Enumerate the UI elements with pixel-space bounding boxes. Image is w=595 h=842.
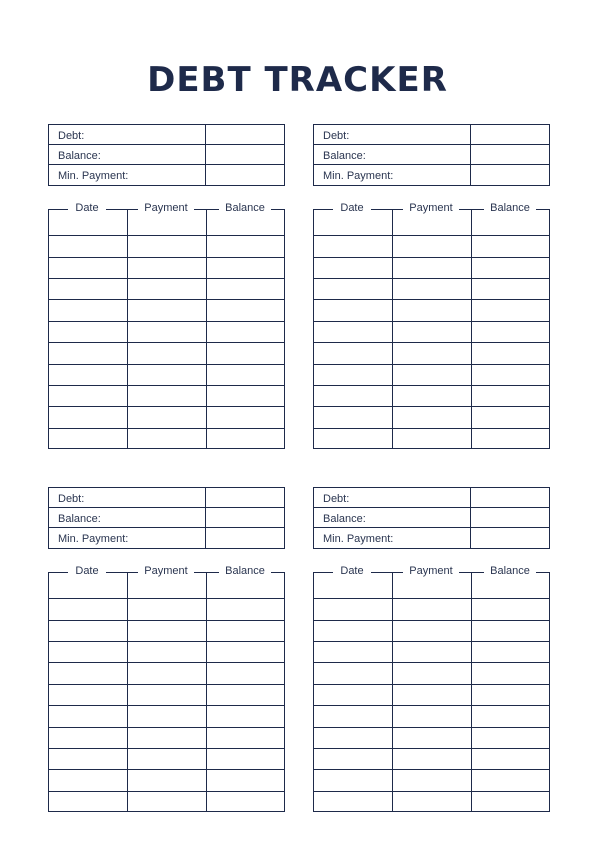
balance-cell[interactable] bbox=[207, 321, 286, 342]
balance-cell[interactable] bbox=[472, 321, 551, 342]
date-cell[interactable] bbox=[314, 257, 393, 278]
min-payment-row bbox=[314, 528, 549, 548]
payment-cell[interactable] bbox=[393, 748, 472, 769]
balance-cell[interactable] bbox=[472, 705, 551, 726]
header-rule bbox=[371, 572, 403, 573]
min-payment-label: Min. Payment: bbox=[49, 528, 206, 548]
payment-log bbox=[313, 204, 550, 449]
payment-cell[interactable] bbox=[393, 385, 472, 406]
balance-label: Balance: bbox=[49, 145, 206, 164]
page-title: DEBT TRACKER bbox=[147, 60, 448, 100]
payment-log bbox=[313, 567, 550, 812]
min-payment-label: Min. Payment: bbox=[314, 165, 471, 185]
header-rule bbox=[48, 572, 68, 573]
date-cell[interactable] bbox=[49, 299, 128, 320]
column-header-date: Date bbox=[333, 202, 371, 214]
header-rule bbox=[106, 209, 138, 210]
payment-cell[interactable] bbox=[128, 428, 207, 449]
balance-cell[interactable] bbox=[472, 791, 551, 812]
date-cell[interactable] bbox=[314, 214, 393, 235]
header-rule bbox=[313, 209, 333, 210]
balance-cell[interactable] bbox=[207, 342, 286, 363]
payment-cell[interactable] bbox=[128, 641, 207, 662]
payment-cell[interactable] bbox=[128, 662, 207, 683]
payment-cell[interactable] bbox=[128, 385, 207, 406]
balance-cell[interactable] bbox=[472, 214, 551, 235]
date-cell[interactable] bbox=[49, 705, 128, 726]
min-payment-value-field[interactable] bbox=[471, 165, 549, 185]
balance-cell[interactable] bbox=[207, 214, 286, 235]
balance-cell[interactable] bbox=[472, 385, 551, 406]
date-cell[interactable] bbox=[49, 364, 128, 385]
debt-label: Debt: bbox=[49, 488, 206, 507]
date-cell[interactable] bbox=[49, 620, 128, 641]
header-rule bbox=[313, 572, 333, 573]
column-header-payment: Payment bbox=[138, 202, 194, 214]
payment-cell[interactable] bbox=[393, 428, 472, 449]
balance-cell[interactable] bbox=[472, 598, 551, 619]
payment-cell[interactable] bbox=[128, 364, 207, 385]
debt-info-box bbox=[48, 124, 285, 186]
balance-cell[interactable] bbox=[207, 385, 286, 406]
date-cell[interactable] bbox=[49, 577, 128, 598]
date-cell[interactable] bbox=[314, 299, 393, 320]
balance-row bbox=[49, 508, 284, 528]
debt-row bbox=[49, 488, 284, 508]
debt-label: Debt: bbox=[49, 125, 206, 144]
date-cell[interactable] bbox=[314, 769, 393, 790]
payment-cell[interactable] bbox=[393, 577, 472, 598]
date-cell[interactable] bbox=[49, 598, 128, 619]
debt-value-field[interactable] bbox=[206, 125, 284, 144]
date-cell[interactable] bbox=[49, 235, 128, 256]
payment-cell[interactable] bbox=[128, 342, 207, 363]
balance-cell[interactable] bbox=[207, 598, 286, 619]
payment-cell[interactable] bbox=[128, 321, 207, 342]
balance-cell[interactable] bbox=[472, 769, 551, 790]
payment-cell[interactable] bbox=[393, 321, 472, 342]
date-cell[interactable] bbox=[314, 577, 393, 598]
date-cell[interactable] bbox=[314, 598, 393, 619]
date-cell[interactable] bbox=[314, 662, 393, 683]
payment-cell[interactable] bbox=[128, 727, 207, 748]
balance-value-field[interactable] bbox=[206, 145, 284, 164]
header-rule bbox=[48, 209, 68, 210]
min-payment-label: Min. Payment: bbox=[314, 528, 471, 548]
date-cell[interactable] bbox=[314, 641, 393, 662]
date-cell[interactable] bbox=[314, 705, 393, 726]
payment-cell[interactable] bbox=[393, 705, 472, 726]
column-header-balance: Balance bbox=[219, 565, 271, 577]
debt-value-field[interactable] bbox=[471, 488, 549, 507]
balance-row bbox=[314, 145, 549, 165]
log-grid bbox=[313, 577, 550, 812]
balance-row bbox=[314, 508, 549, 528]
log-grid bbox=[48, 214, 285, 449]
payment-cell[interactable] bbox=[393, 684, 472, 705]
payment-cell[interactable] bbox=[393, 364, 472, 385]
header-rule bbox=[371, 209, 403, 210]
date-cell[interactable] bbox=[314, 620, 393, 641]
payment-cell[interactable] bbox=[128, 257, 207, 278]
min-payment-row bbox=[49, 165, 284, 185]
balance-cell[interactable] bbox=[472, 662, 551, 683]
debt-row bbox=[314, 125, 549, 145]
balance-cell[interactable] bbox=[472, 748, 551, 769]
balance-cell[interactable] bbox=[472, 428, 551, 449]
payment-cell[interactable] bbox=[128, 620, 207, 641]
balance-cell[interactable] bbox=[207, 769, 286, 790]
balance-cell[interactable] bbox=[207, 364, 286, 385]
date-cell[interactable] bbox=[49, 727, 128, 748]
date-cell[interactable] bbox=[314, 406, 393, 427]
balance-cell[interactable] bbox=[472, 684, 551, 705]
date-cell[interactable] bbox=[314, 235, 393, 256]
min-payment-value-field[interactable] bbox=[471, 528, 549, 548]
payment-cell[interactable] bbox=[393, 662, 472, 683]
balance-cell[interactable] bbox=[472, 577, 551, 598]
column-header-payment: Payment bbox=[403, 202, 459, 214]
payment-cell[interactable] bbox=[128, 598, 207, 619]
column-header-date: Date bbox=[68, 202, 106, 214]
payment-cell[interactable] bbox=[393, 727, 472, 748]
date-cell[interactable] bbox=[314, 342, 393, 363]
date-cell[interactable] bbox=[49, 428, 128, 449]
balance-cell[interactable] bbox=[472, 235, 551, 256]
payment-cell[interactable] bbox=[393, 791, 472, 812]
min-payment-value-field[interactable] bbox=[206, 528, 284, 548]
balance-cell[interactable] bbox=[472, 342, 551, 363]
balance-label: Balance: bbox=[314, 145, 471, 164]
payment-cell[interactable] bbox=[128, 278, 207, 299]
min-payment-label: Min. Payment: bbox=[49, 165, 206, 185]
balance-cell[interactable] bbox=[207, 620, 286, 641]
min-payment-value-field[interactable] bbox=[206, 165, 284, 185]
balance-cell[interactable] bbox=[207, 684, 286, 705]
balance-cell[interactable] bbox=[472, 299, 551, 320]
payment-cell[interactable] bbox=[128, 214, 207, 235]
balance-cell[interactable] bbox=[207, 406, 286, 427]
payment-cell[interactable] bbox=[393, 769, 472, 790]
balance-cell[interactable] bbox=[207, 791, 286, 812]
payment-cell[interactable] bbox=[128, 769, 207, 790]
balance-cell[interactable] bbox=[472, 641, 551, 662]
payment-cell[interactable] bbox=[393, 620, 472, 641]
balance-value-field[interactable] bbox=[206, 508, 284, 527]
min-payment-row bbox=[314, 165, 549, 185]
balance-cell[interactable] bbox=[207, 577, 286, 598]
debt-info-box bbox=[48, 487, 285, 549]
date-cell[interactable] bbox=[314, 364, 393, 385]
date-cell[interactable] bbox=[314, 727, 393, 748]
payment-cell[interactable] bbox=[393, 214, 472, 235]
payment-cell[interactable] bbox=[128, 684, 207, 705]
date-cell[interactable] bbox=[49, 406, 128, 427]
column-header-payment: Payment bbox=[138, 565, 194, 577]
column-header-balance: Balance bbox=[484, 565, 536, 577]
payment-cell[interactable] bbox=[128, 791, 207, 812]
payment-cell[interactable] bbox=[128, 299, 207, 320]
balance-cell[interactable] bbox=[207, 257, 286, 278]
balance-cell[interactable] bbox=[207, 748, 286, 769]
balance-label: Balance: bbox=[314, 508, 471, 527]
payment-cell[interactable] bbox=[128, 235, 207, 256]
date-cell[interactable] bbox=[49, 214, 128, 235]
date-cell[interactable] bbox=[314, 428, 393, 449]
column-header-date: Date bbox=[333, 565, 371, 577]
date-cell[interactable] bbox=[49, 385, 128, 406]
date-cell[interactable] bbox=[49, 278, 128, 299]
payment-log bbox=[48, 204, 285, 449]
payment-cell[interactable] bbox=[393, 278, 472, 299]
balance-value-field[interactable] bbox=[471, 145, 549, 164]
column-header-payment: Payment bbox=[403, 565, 459, 577]
payment-cell[interactable] bbox=[393, 598, 472, 619]
payment-log bbox=[48, 567, 285, 812]
date-cell[interactable] bbox=[49, 342, 128, 363]
debt-row bbox=[49, 125, 284, 145]
date-cell[interactable] bbox=[314, 321, 393, 342]
date-cell[interactable] bbox=[49, 748, 128, 769]
balance-cell[interactable] bbox=[207, 428, 286, 449]
payment-cell[interactable] bbox=[128, 748, 207, 769]
balance-cell[interactable] bbox=[207, 662, 286, 683]
balance-label: Balance: bbox=[49, 508, 206, 527]
balance-cell[interactable] bbox=[207, 705, 286, 726]
date-cell[interactable] bbox=[49, 662, 128, 683]
debt-value-field[interactable] bbox=[471, 125, 549, 144]
debt-value-field[interactable] bbox=[206, 488, 284, 507]
debt-row bbox=[314, 488, 549, 508]
payment-cell[interactable] bbox=[128, 406, 207, 427]
debt-info-box bbox=[313, 487, 550, 549]
payment-cell[interactable] bbox=[393, 406, 472, 427]
balance-cell[interactable] bbox=[472, 364, 551, 385]
date-cell[interactable] bbox=[314, 278, 393, 299]
balance-cell[interactable] bbox=[472, 257, 551, 278]
balance-cell[interactable] bbox=[472, 406, 551, 427]
date-cell[interactable] bbox=[49, 641, 128, 662]
date-cell[interactable] bbox=[314, 791, 393, 812]
payment-cell[interactable] bbox=[393, 299, 472, 320]
balance-cell[interactable] bbox=[207, 641, 286, 662]
balance-cell[interactable] bbox=[472, 278, 551, 299]
log-grid bbox=[313, 214, 550, 449]
log-grid bbox=[48, 577, 285, 812]
payment-cell[interactable] bbox=[393, 342, 472, 363]
date-cell[interactable] bbox=[49, 321, 128, 342]
debt-info-box bbox=[313, 124, 550, 186]
balance-cell[interactable] bbox=[207, 235, 286, 256]
payment-cell[interactable] bbox=[393, 641, 472, 662]
date-cell[interactable] bbox=[314, 684, 393, 705]
column-header-balance: Balance bbox=[484, 202, 536, 214]
payment-cell[interactable] bbox=[393, 235, 472, 256]
payment-cell[interactable] bbox=[128, 705, 207, 726]
date-cell[interactable] bbox=[49, 684, 128, 705]
balance-cell[interactable] bbox=[472, 727, 551, 748]
date-cell[interactable] bbox=[314, 748, 393, 769]
min-payment-row bbox=[49, 528, 284, 548]
payment-cell[interactable] bbox=[128, 577, 207, 598]
column-header-date: Date bbox=[68, 565, 106, 577]
balance-row bbox=[49, 145, 284, 165]
balance-cell[interactable] bbox=[207, 278, 286, 299]
payment-cell[interactable] bbox=[393, 257, 472, 278]
debt-label: Debt: bbox=[314, 125, 471, 144]
balance-value-field[interactable] bbox=[471, 508, 549, 527]
column-header-balance: Balance bbox=[219, 202, 271, 214]
debt-label: Debt: bbox=[314, 488, 471, 507]
date-cell[interactable] bbox=[49, 791, 128, 812]
balance-cell[interactable] bbox=[472, 620, 551, 641]
header-rule bbox=[106, 572, 138, 573]
date-cell[interactable] bbox=[314, 385, 393, 406]
date-cell[interactable] bbox=[49, 257, 128, 278]
balance-cell[interactable] bbox=[207, 299, 286, 320]
balance-cell[interactable] bbox=[207, 727, 286, 748]
date-cell[interactable] bbox=[49, 769, 128, 790]
